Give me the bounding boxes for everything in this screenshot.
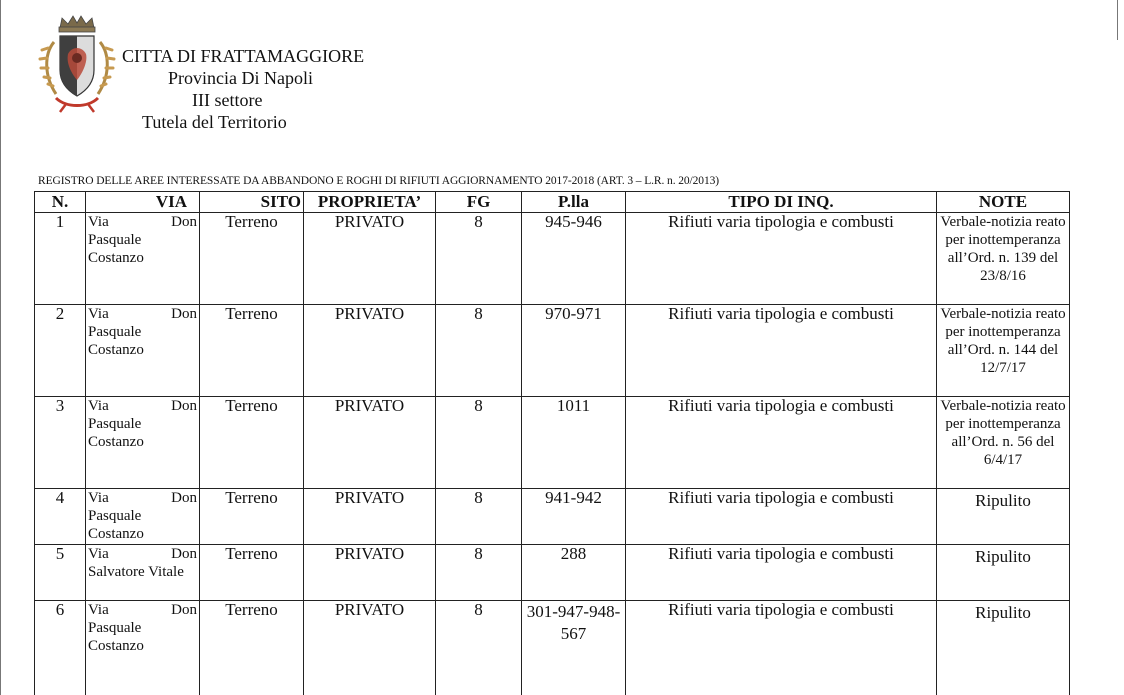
cell-proprieta: PRIVATO (304, 305, 436, 397)
cell-note: Verbale-notizia reato per inottemperanza all’Ord. n. 56 del 6/4/17 (937, 397, 1070, 489)
cell-tipo: Rifiuti varia tipologia e combusti (626, 489, 937, 545)
col-header-fg: FG (436, 192, 522, 213)
letterhead (122, 45, 364, 133)
sector-name: III settore (192, 90, 263, 110)
cell-fg: 8 (436, 397, 522, 489)
table-row (35, 213, 1070, 305)
cell-n: 1 (35, 213, 86, 305)
cell-plla: 1011 (522, 397, 626, 489)
cell-fg: 8 (436, 601, 522, 695)
cell-plla: 301-947-948-567 (522, 601, 626, 695)
cell-proprieta: PRIVATO (304, 545, 436, 601)
cell-via: Via Don Pasquale Costanzo (86, 305, 200, 397)
cell-n: 3 (35, 397, 86, 489)
col-header-note: NOTE (937, 192, 1070, 213)
city-name: CITTA DI FRATTAMAGGIORE (122, 46, 365, 66)
col-header-sito: SITO (200, 192, 304, 213)
cell-sito: Terreno (200, 601, 304, 695)
cell-tipo: Rifiuti varia tipologia e combusti (626, 601, 937, 695)
cell-note: Ripulito (937, 545, 1070, 601)
page-edge-left (0, 0, 1, 695)
cell-sito: Terreno (200, 213, 304, 305)
cell-note: Verbale-notizia reato per inottemperanza all’Ord. n. 139 del 23/8/16 (937, 213, 1070, 305)
cell-fg: 8 (436, 545, 522, 601)
office-name: Tutela del Territorio (142, 112, 287, 132)
cell-sito: Terreno (200, 545, 304, 601)
cell-n: 4 (35, 489, 86, 545)
col-header-via: VIA (86, 192, 200, 213)
register-title: REGISTRO DELLE AREE INTERESSATE DA ABBANDONO E ROGHI DI RIFIUTI AGGIORNAMENTO 2017-2018 (ART. 3 – L.R. n. 20/2013) (38, 175, 719, 187)
cell-proprieta: PRIVATO (304, 489, 436, 545)
cell-fg: 8 (436, 305, 522, 397)
cell-note: Ripulito (937, 489, 1070, 545)
cell-note: Ripulito (937, 601, 1070, 695)
page-edge-right (1117, 0, 1118, 40)
cell-proprieta: PRIVATO (304, 213, 436, 305)
table-row (35, 545, 1070, 601)
cell-fg: 8 (436, 489, 522, 545)
cell-plla: 288 (522, 545, 626, 601)
cell-tipo: Rifiuti varia tipologia e combusti (626, 213, 937, 305)
municipal-crest-icon (38, 14, 116, 114)
col-header-plla: P.lla (522, 192, 626, 213)
cell-n: 2 (35, 305, 86, 397)
cell-sito: Terreno (200, 489, 304, 545)
cell-via: Via Don Salvatore Vitale (86, 545, 200, 601)
table-row (35, 397, 1070, 489)
cell-plla: 941-942 (522, 489, 626, 545)
table-row (35, 601, 1070, 695)
cell-tipo: Rifiuti varia tipologia e combusti (626, 397, 937, 489)
cell-sito: Terreno (200, 397, 304, 489)
cell-fg: 8 (436, 213, 522, 305)
cell-plla: 945-946 (522, 213, 626, 305)
cell-via: Via Don Pasquale Costanzo (86, 601, 200, 695)
cell-tipo: Rifiuti varia tipologia e combusti (626, 545, 937, 601)
cell-plla: 970-971 (522, 305, 626, 397)
col-header-tipo: TIPO DI INQ. (626, 192, 937, 213)
cell-via: Via Don Pasquale Costanzo (86, 213, 200, 305)
province-name: Provincia Di Napoli (168, 68, 313, 88)
cell-proprieta: PRIVATO (304, 601, 436, 695)
cell-tipo: Rifiuti varia tipologia e combusti (626, 305, 937, 397)
cell-via: Via Don Pasquale Costanzo (86, 397, 200, 489)
table-row (35, 489, 1070, 545)
cell-n: 6 (35, 601, 86, 695)
cell-via: Via Don Pasquale Costanzo (86, 489, 200, 545)
col-header-n: N. (35, 192, 86, 213)
table-row (35, 305, 1070, 397)
cell-n: 5 (35, 545, 86, 601)
cell-sito: Terreno (200, 305, 304, 397)
cell-note: Verbale-notizia reato per inottemperanza all’Ord. n. 144 del 12/7/17 (937, 305, 1070, 397)
register-table (34, 191, 1070, 695)
cell-proprieta: PRIVATO (304, 397, 436, 489)
table-header-row (35, 192, 1070, 213)
col-header-proprieta: PROPRIETA’ (304, 192, 436, 213)
